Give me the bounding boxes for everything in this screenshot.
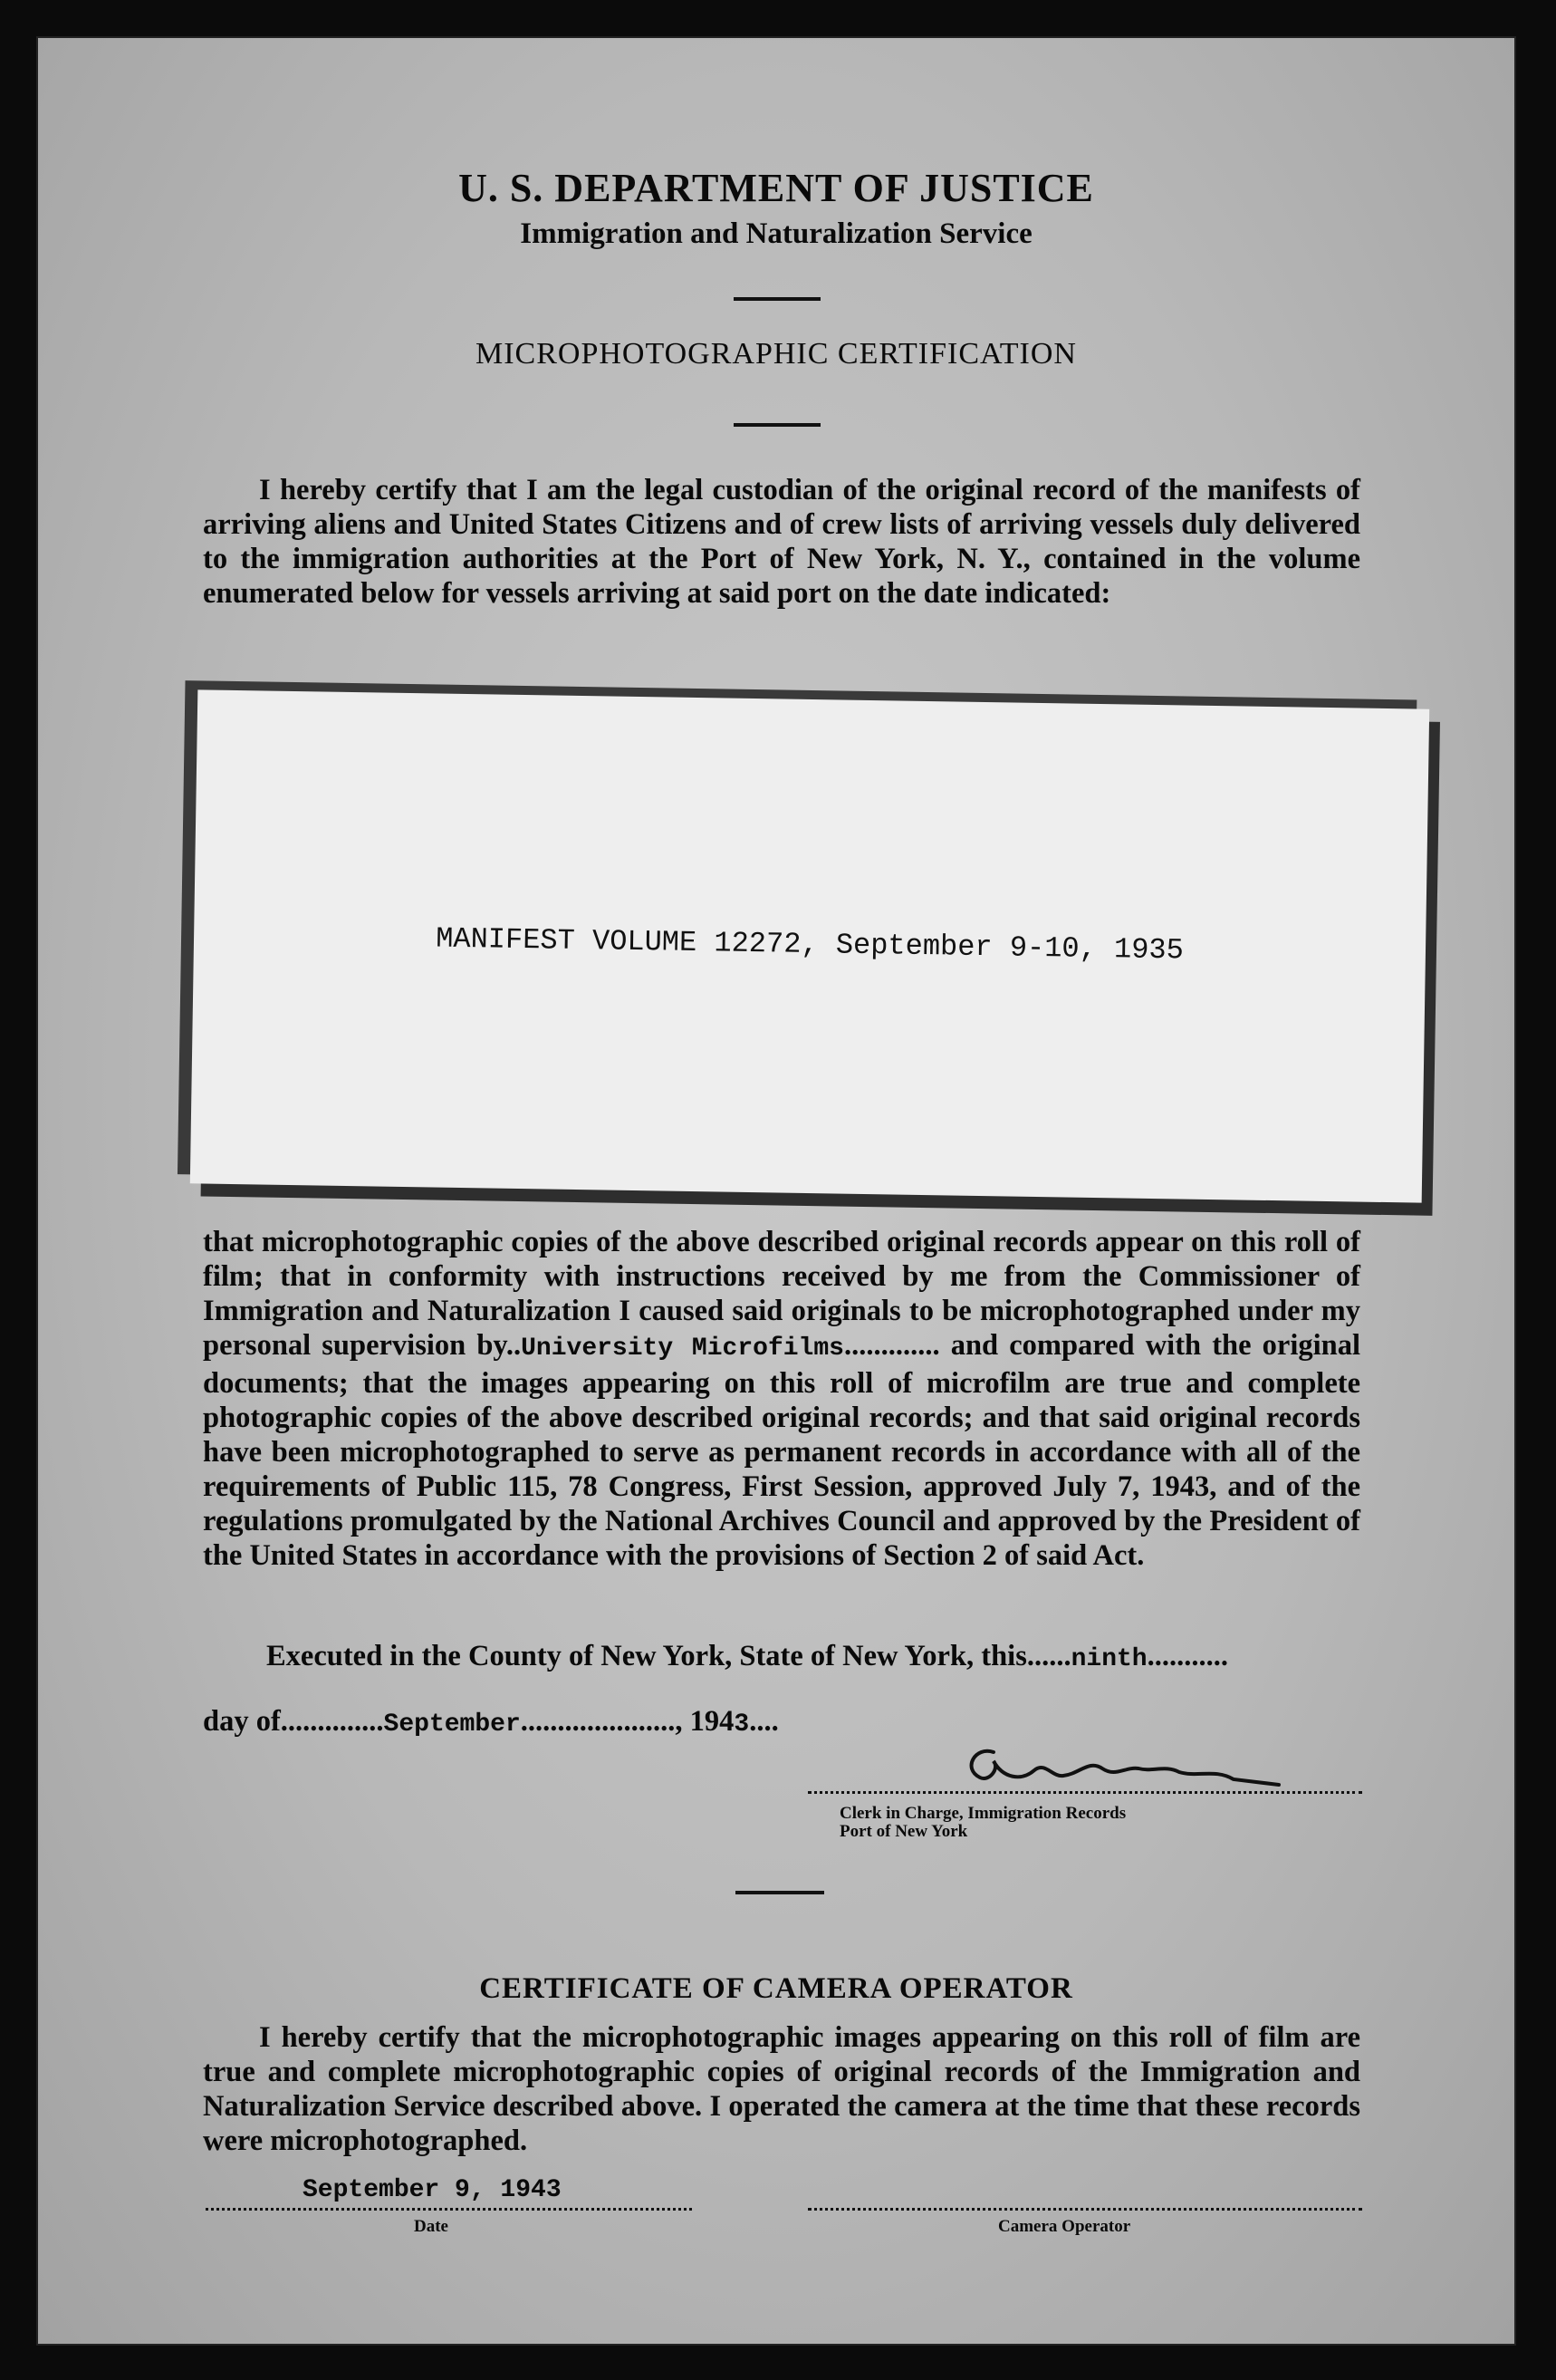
body-text-after-filmer: and compared with the original documents; that the images appearing on this roll of microfilm are true and complete photographic copies of the above described original records; and that said original records have been microphotographed to serve as permanent records in accordance with all of the requirements of Public 115, 78 Congress, First Session, approved July 7, 1943, and of the regulations promulgated by the National Archives Council and approved by the President of the United States in accordance with the provisions of Section 2 of said Act. [203, 1329, 1360, 1572]
manifest-volume-text: MANIFEST VOLUME 12272, September 9-10, 1935 [435, 921, 1185, 968]
executed-day: ninth [1071, 1645, 1148, 1673]
camera-date-label: Date [414, 2217, 448, 2236]
clerk-title-line-2: Port of New York [840, 1822, 968, 1841]
executed-year-prefix: , 194 [675, 1705, 735, 1738]
certificate-sheet [36, 36, 1516, 2346]
section-divider [735, 1891, 824, 1894]
executed-year-digit: 3 [734, 1710, 750, 1739]
department-heading: U. S. DEPARTMENT OF JUSTICE [458, 166, 1094, 210]
body-text-before-filmer: that microphotographic copies of the above described original records appear on this roll of film; that in conformity with instructions received by me from the Commissioner of Immigration and Naturalization I caused said originals to be microphotographed under my personal supervision by [203, 1226, 1360, 1362]
day-of-line: day of..............September....................., 1943.... [203, 1705, 779, 1739]
camera-operator-line [808, 2208, 1362, 2211]
day-of-label: day of [203, 1705, 281, 1738]
clerk-signature-line [808, 1791, 1362, 1794]
title-divider [734, 423, 821, 427]
camera-date-line [206, 2208, 692, 2211]
camera-date-value: September 9, 1943 [303, 2176, 562, 2204]
clerk-title-line-1: Clerk in Charge, Immigration Records [840, 1804, 1127, 1823]
executed-prefix: Executed in the County of New York, State of New York, this [266, 1640, 1027, 1672]
certification-title: MICROPHOTOGRAPHIC CERTIFICATION [475, 337, 1077, 371]
manifest-card [190, 689, 1429, 1202]
filmer-name: University Microfilms [521, 1335, 844, 1363]
camera-certificate-title: CERTIFICATE OF CAMERA OPERATOR [479, 1972, 1073, 2005]
clerk-title [840, 1805, 1126, 1841]
service-subheading: Immigration and Naturalization Service [520, 217, 1033, 250]
header-divider [734, 297, 821, 301]
intro-paragraph: I hereby certify that I am the legal custodian of the original record of the manifests of arriving aliens and United States Citizens and of crew lists of arriving vessels duly delivered to the immigration authorities at the Port of New York, N. Y., contained in the volume enumerated below for vessels arriving at said port on the date indicated: [203, 474, 1360, 610]
camera-operator-label: Camera Operator [998, 2217, 1131, 2236]
executed-line: Executed in the County of New York, State of New York, this......ninth........... [266, 1640, 1228, 1673]
clerk-signature [808, 1741, 1365, 1796]
body-paragraph: that microphotographic copies of the above described original records appear on this roll of film; that in conformity with instructions received by me from the Commissioner of Immigration and Naturalization I caused said originals to be microphotographed under my personal supervision by..University Microfilms............. and compared with the original documents; that the images appearing on this roll of microfilm are true and complete photographic copies of the above described original records; and that said original records have been microphotographed to serve as permanent records in accordance with all of the requirements of Public 115, 78 Congress, First Session, approved July 7, 1943, and of the regulations promulgated by the National Archives Council and approved by the President of the United States in accordance with the provisions of Section 2 of said Act. [203, 1226, 1360, 1572]
camera-paragraph: I hereby certify that the microphotographic images appearing on this roll of film are true and complete microphotographic copies of original records of the Immigration and Naturalization Service described above. I operated the camera at the time that these records were microphotographed. [203, 2021, 1360, 2157]
executed-month: September [383, 1710, 521, 1739]
